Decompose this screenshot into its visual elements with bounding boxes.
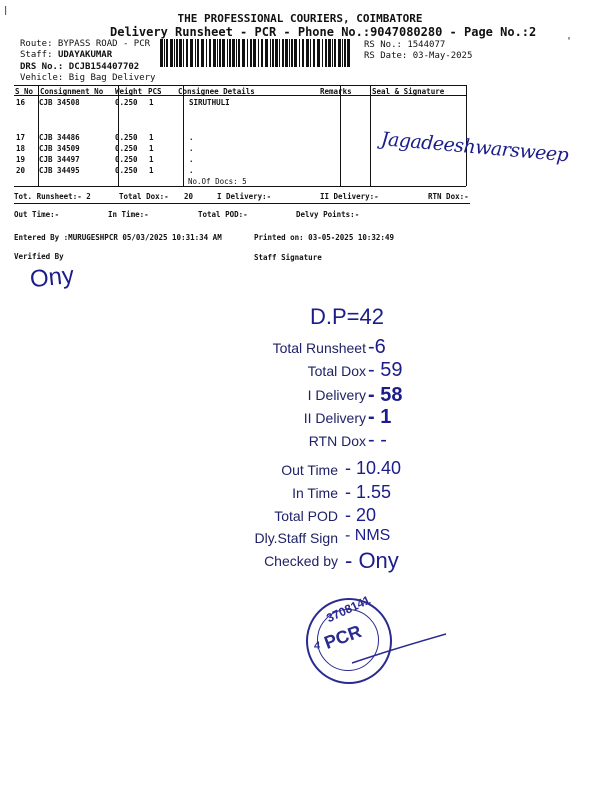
stamp-number: 3708141 [324, 592, 373, 626]
no-of-docs: No.Of Docs: 5 [188, 177, 247, 186]
row-weight: 0.250 [115, 133, 138, 142]
hand-value: - 10.40 [345, 458, 402, 478]
total-dox-value: 20 [184, 192, 194, 201]
hand-label: II Delivery [303, 410, 366, 426]
row-consignee: . [189, 133, 194, 142]
row-sno: 20 [16, 166, 26, 175]
row-pcs: 1 [149, 98, 154, 107]
drs-label: DRS No.: [20, 62, 64, 72]
total-runsheet: Tot. Runsheet:- 2 [14, 192, 91, 201]
delvy-points: Delvy Points:- [296, 210, 360, 219]
staff-label: Staff: [20, 50, 53, 60]
top-right-mark: ' [566, 36, 573, 47]
hand-label: In Time [292, 485, 338, 501]
verified-initials: Ony [28, 261, 76, 294]
row-consignment: CJB 34486 [39, 133, 80, 142]
row-sno: 17 [16, 133, 26, 142]
hand-label: RTN Dox [308, 433, 366, 449]
total-pod: Total POD:- [198, 210, 248, 219]
row-consignment: CJB 34508 [39, 98, 80, 107]
col-remarks: Remarks [320, 87, 352, 96]
company-name: THE PROFESSIONAL COURIERS, COIMBATORE [177, 12, 423, 25]
staff-value: UDAYAKUMAR [57, 50, 113, 60]
hand-value: - 59 [368, 359, 403, 381]
route: Route: BYPASS ROAD - PCR [20, 39, 151, 49]
row-pcs: 1 [149, 166, 154, 175]
hand-label: I Delivery [307, 387, 366, 403]
out-time: Out Time:- [14, 210, 60, 219]
row-consignee: . [189, 166, 194, 175]
col-consignee: Consignee Details [178, 87, 255, 96]
col-consignment: Consignment No [40, 87, 104, 96]
hand-label: Out Time [281, 462, 338, 478]
row-consignment: CJB 34497 [39, 155, 80, 164]
col-pcs: PCS [148, 87, 162, 96]
hand-value: - 58 [368, 384, 403, 406]
stamp-stroke [350, 628, 450, 668]
hand-value: - - [368, 429, 387, 451]
col-weight: Weight [115, 87, 143, 96]
hand-label: Total Runsheet [272, 340, 366, 356]
top-left-mark: | [3, 6, 9, 16]
hand-label: Dly.Staff Sign [254, 530, 338, 546]
handwritten-signature: Jagadeeshwarsweep [380, 128, 570, 167]
row-consignment: CJB 34509 [39, 144, 80, 153]
total-dox-label: Total Dox:- [119, 192, 169, 201]
row-weight: 0.250 [115, 155, 138, 164]
hand-value: -6 [368, 336, 386, 358]
row-pcs: 1 [149, 144, 154, 153]
row-weight: 0.250 [115, 166, 138, 175]
vehicle: Vehicle: Big Bag Delivery [20, 73, 156, 83]
hand-value: - 20 [345, 505, 377, 525]
ii-delivery: II Delivery:- [320, 192, 379, 201]
i-delivery: I Delivery:- [217, 192, 272, 201]
barcode [160, 39, 352, 67]
drs-value: DCJB154407702 [68, 62, 140, 72]
hand-value: - 1.55 [345, 482, 392, 502]
rs-date: RS Date: 03-May-2025 [364, 51, 473, 61]
col-sno: S_No [15, 87, 34, 96]
row-sno: 18 [16, 144, 26, 153]
rtn-dox: RTN Dox:- [428, 192, 469, 201]
stamp-prefix: 4 [314, 640, 321, 652]
row-sno: 16 [16, 98, 26, 107]
hand-value: - Ony [345, 548, 399, 573]
entered-by: Entered By :MURUGESHPCR 05/03/2025 10:31:34 AM [14, 233, 222, 242]
stamp-code: PCR [321, 621, 365, 653]
drs-row [20, 62, 139, 72]
hand-label: Total POD [274, 508, 338, 524]
row-consignment: CJB 34495 [39, 166, 80, 175]
hand-label: Total Dox [307, 363, 366, 379]
printed-on: Printed on: 03-05-2025 10:32:49 [254, 233, 394, 242]
in-time: In Time:- [108, 210, 149, 219]
row-weight: 0.250 [115, 144, 138, 153]
verified-by: Verified By [14, 252, 64, 261]
staff-signature: Staff Signature [254, 253, 322, 262]
hand-value: - 1 [368, 406, 392, 428]
hand-label: Checked by [264, 553, 338, 569]
runsheet-title: Delivery Runsheet - PCR - Phone No.:9047080280 - Page No.:2 [110, 25, 537, 39]
row-consignee: . [189, 155, 194, 164]
rs-no: RS No.: 1544077 [364, 40, 446, 50]
row-weight: 0.250 [115, 98, 138, 107]
staff-row [20, 50, 112, 60]
row-consignee: . [189, 144, 194, 153]
col-seal: Seal & Signature [372, 87, 445, 96]
hand-value: - NMS [345, 527, 391, 544]
row-pcs: 1 [149, 155, 154, 164]
row-sno: 19 [16, 155, 26, 164]
row-consignee: SIRUTHULI [189, 98, 230, 107]
dp-note: D.P=42 [310, 304, 384, 329]
row-pcs: 1 [149, 133, 154, 142]
